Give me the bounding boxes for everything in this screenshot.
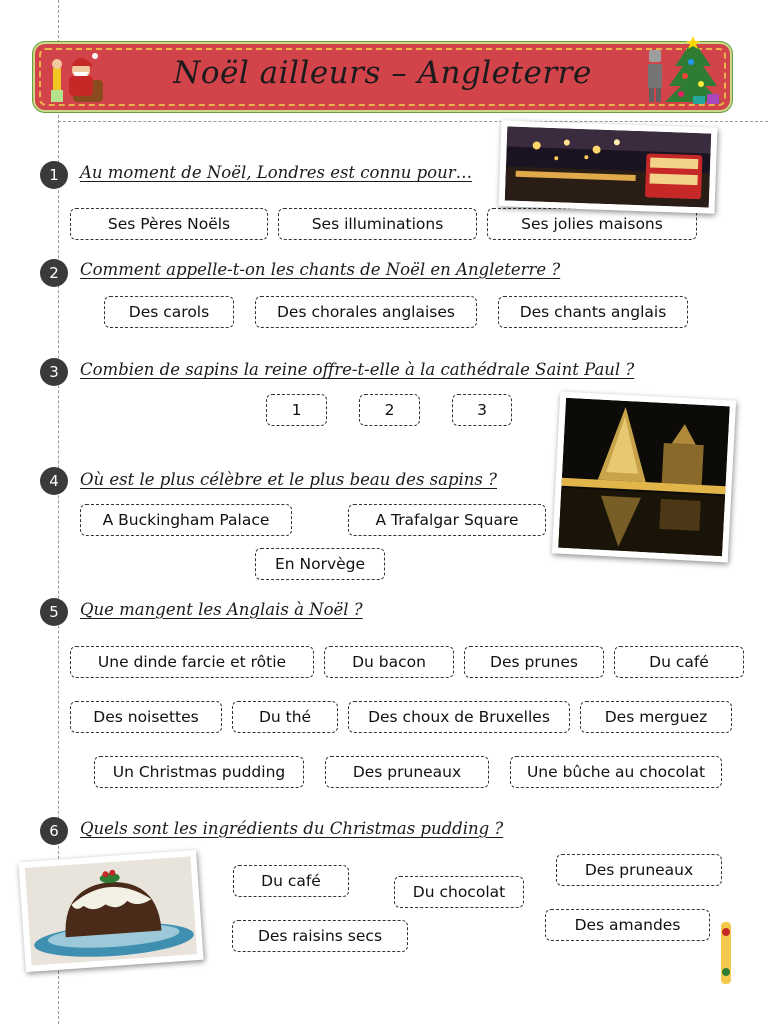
answer-box[interactable]: Ses Pères Noëls bbox=[70, 208, 268, 240]
answer-box[interactable]: 3 bbox=[452, 394, 512, 426]
answer-box[interactable]: Ses illuminations bbox=[278, 208, 477, 240]
question-number-6: 6 bbox=[40, 817, 68, 845]
answer-box[interactable]: Des carols bbox=[104, 296, 234, 328]
answer-box[interactable]: Des amandes bbox=[545, 909, 710, 941]
answer-box[interactable]: Des raisins secs bbox=[232, 920, 408, 952]
question-text-1: Au moment de Noël, Londres est connu pour… bbox=[80, 163, 473, 182]
robot-tree-icon bbox=[645, 36, 725, 106]
answer-box[interactable]: Du café bbox=[614, 646, 744, 678]
answer-box[interactable]: Une dinde farcie et rôtie bbox=[70, 646, 314, 678]
santa-icon bbox=[43, 50, 111, 106]
question-number-1: 1 bbox=[40, 161, 68, 189]
question-text-4: Où est le plus célèbre et le plus beau des sapins ? bbox=[80, 470, 497, 489]
page-title: Noël ailleurs – Angleterre bbox=[173, 55, 592, 91]
question-number-3: 3 bbox=[40, 358, 68, 386]
answer-box[interactable]: Des choux de Bruxelles bbox=[348, 701, 570, 733]
answer-box[interactable]: Des merguez bbox=[580, 701, 732, 733]
question-text-3: Combien de sapins la reine offre-t-elle à la cathédrale Saint Paul ? bbox=[80, 360, 635, 379]
answer-box[interactable]: En Norvège bbox=[255, 548, 385, 580]
trafalgar-tree-photo bbox=[552, 392, 736, 563]
question-text-6: Quels sont les ingrédients du Christmas pudding ? bbox=[80, 819, 504, 838]
question-text-5: Que mangent les Anglais à Noël ? bbox=[80, 600, 363, 619]
christmas-pudding-photo bbox=[18, 850, 203, 972]
answer-box[interactable]: Du thé bbox=[232, 701, 338, 733]
answer-box[interactable]: Des chants anglais bbox=[498, 296, 688, 328]
answer-box[interactable]: Des pruneaux bbox=[325, 756, 489, 788]
answer-box[interactable]: Du chocolat bbox=[394, 876, 524, 908]
answer-box[interactable]: Ses jolies maisons bbox=[487, 208, 697, 240]
answer-box[interactable]: Des prunes bbox=[464, 646, 604, 678]
title-banner bbox=[35, 44, 730, 110]
answer-box[interactable]: Une bûche au chocolat bbox=[510, 756, 722, 788]
answer-box[interactable]: Du café bbox=[233, 865, 349, 897]
small-logo-icon bbox=[718, 922, 734, 984]
answer-box[interactable]: 2 bbox=[359, 394, 420, 426]
london-street-photo bbox=[499, 120, 718, 213]
answer-box[interactable]: Des noisettes bbox=[70, 701, 222, 733]
question-text-2: Comment appelle-t-on les chants de Noël en Angleterre ? bbox=[80, 260, 561, 279]
answer-box[interactable]: Un Christmas pudding bbox=[94, 756, 304, 788]
answer-box[interactable]: 1 bbox=[266, 394, 327, 426]
answer-box[interactable]: A Trafalgar Square bbox=[348, 504, 546, 536]
question-number-5: 5 bbox=[40, 598, 68, 626]
answer-box[interactable]: Des pruneaux bbox=[556, 854, 722, 886]
question-number-2: 2 bbox=[40, 259, 68, 287]
answer-box[interactable]: A Buckingham Palace bbox=[80, 504, 292, 536]
answer-box[interactable]: Des chorales anglaises bbox=[255, 296, 477, 328]
margin-line-horizontal bbox=[58, 121, 768, 122]
question-number-4: 4 bbox=[40, 467, 68, 495]
answer-box[interactable]: Du bacon bbox=[324, 646, 454, 678]
